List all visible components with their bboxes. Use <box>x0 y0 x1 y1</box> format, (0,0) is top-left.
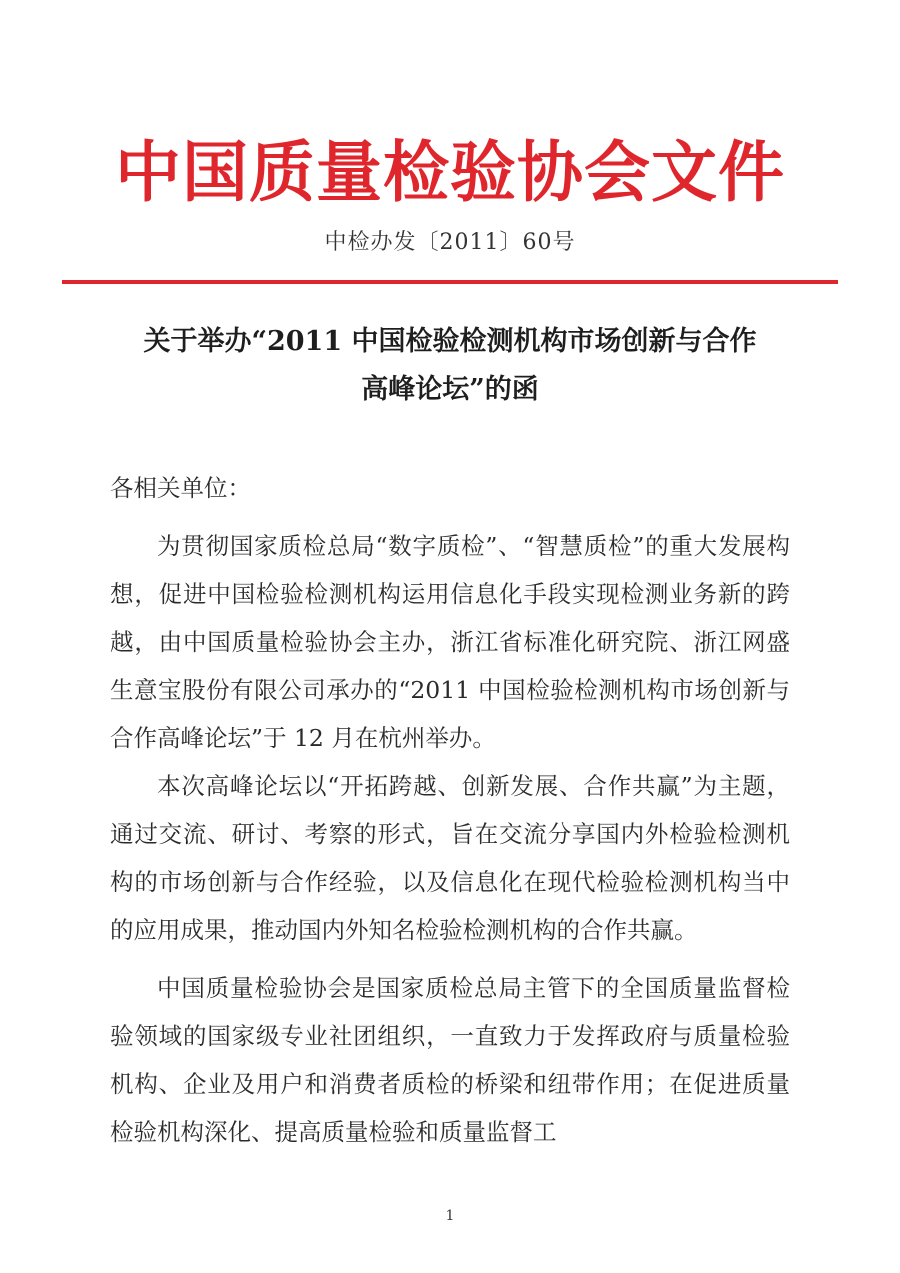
document-number: 中检办发〔2011〕60号 <box>324 230 576 255</box>
document-body <box>110 464 790 1156</box>
paragraph-1: 为贯彻国家质检总局“数字质检”、“智慧质检”的重大发展构想，促进中国检验检测机构运用信息化手段实现检测业务新的跨越，由中国质量检验协会主办，浙江省标准化研究院、浙江网盛生意宝股份有限公司承办的“2011 中国检验检测机构市场创新与合作高峰论坛”于 12 月在杭州举办。 <box>110 532 790 752</box>
paragraph-3: 中国质量检验协会是国家质检总局主管下的全国质量监督检验领域的国家级专业社团组织，一直致力于发挥政府与质量检验机构、企业及用户和消费者质检的桥梁和纽带作用；在促进质量检验机构深化、提高质量检验和质量监督工 <box>110 974 790 1146</box>
document-title-line-1: 关于举办“2011 中国检验检测机构市场创新与合作 <box>143 326 757 357</box>
salutation: 各相关单位： <box>110 474 251 502</box>
document-title <box>60 318 840 414</box>
page-number: 1 <box>445 1208 455 1224</box>
masthead-title <box>0 128 900 218</box>
document-title-line-2: 高峰论坛”的函 <box>361 374 539 405</box>
masthead-text: 中国质量检验协会文件 <box>115 134 785 211</box>
red-divider-line <box>62 280 838 284</box>
paragraph-2: 本次高峰论坛以“开拓跨越、创新发展、合作共赢”为主题，通过交流、研讨、考察的形式，旨在交流分享国内外检验检测机构的市场创新与合作经验，以及信息化在现代检验检测机构当中的应用成果，推动国内外知名检验检测机构的合作共赢。 <box>110 772 790 944</box>
